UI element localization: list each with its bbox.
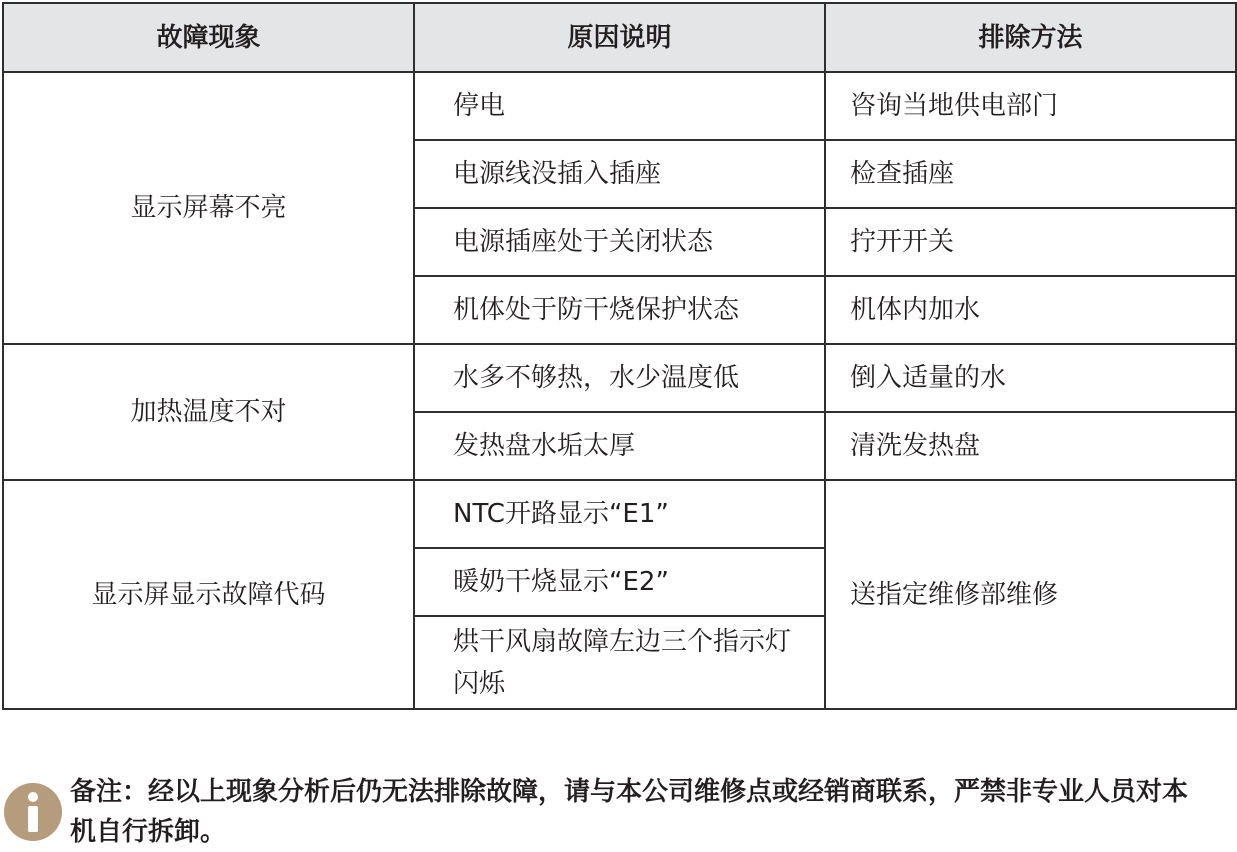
cause-cell: 烘干风扇故障左边三个指示灯闪烁: [414, 616, 825, 709]
fix-cell: 清洗发热盘: [825, 412, 1236, 480]
info-icon: [4, 783, 62, 841]
fix-cell: 送指定维修部维修: [825, 480, 1236, 709]
troubleshooting-table: [2, 2, 1237, 710]
symptom-cell: 显示屏显示故障代码: [3, 480, 414, 709]
table-row: [3, 480, 1236, 548]
table-row: [3, 344, 1236, 412]
cause-cell: 发热盘水垢太厚: [414, 412, 825, 480]
symptom-cell: 显示屏幕不亮: [3, 72, 414, 344]
cause-cell: 电源线没插入插座: [414, 140, 825, 208]
cause-cell: 停电: [414, 72, 825, 140]
fix-cell: 倒入适量的水: [825, 344, 1236, 412]
table-row: [3, 72, 1236, 140]
cause-cell: 水多不够热，水少温度低: [414, 344, 825, 412]
fix-cell: 咨询当地供电部门: [825, 72, 1236, 140]
cause-cell: 电源插座处于关闭状态: [414, 208, 825, 276]
note-section: [0, 770, 1237, 849]
header-fix: 排除方法: [825, 3, 1236, 72]
cause-cell: 暖奶干烧显示“E2”: [414, 548, 825, 616]
header-cause: 原因说明: [414, 3, 825, 72]
cause-cell: NTC开路显示“E1”: [414, 480, 825, 548]
fix-cell: 检查插座: [825, 140, 1236, 208]
symptom-cell: 加热温度不对: [3, 344, 414, 480]
header-symptom: 故障现象: [3, 3, 414, 72]
table-header-row: [3, 3, 1236, 72]
cause-cell: 机体处于防干烧保护状态: [414, 276, 825, 344]
note-text: 备注：经以上现象分析后仍无法排除故障，请与本公司维修点或经销商联系，严禁非专业人员对本机自行拆卸。: [70, 777, 1189, 847]
fix-cell: 机体内加水: [825, 276, 1236, 344]
fix-cell: 拧开开关: [825, 208, 1236, 276]
